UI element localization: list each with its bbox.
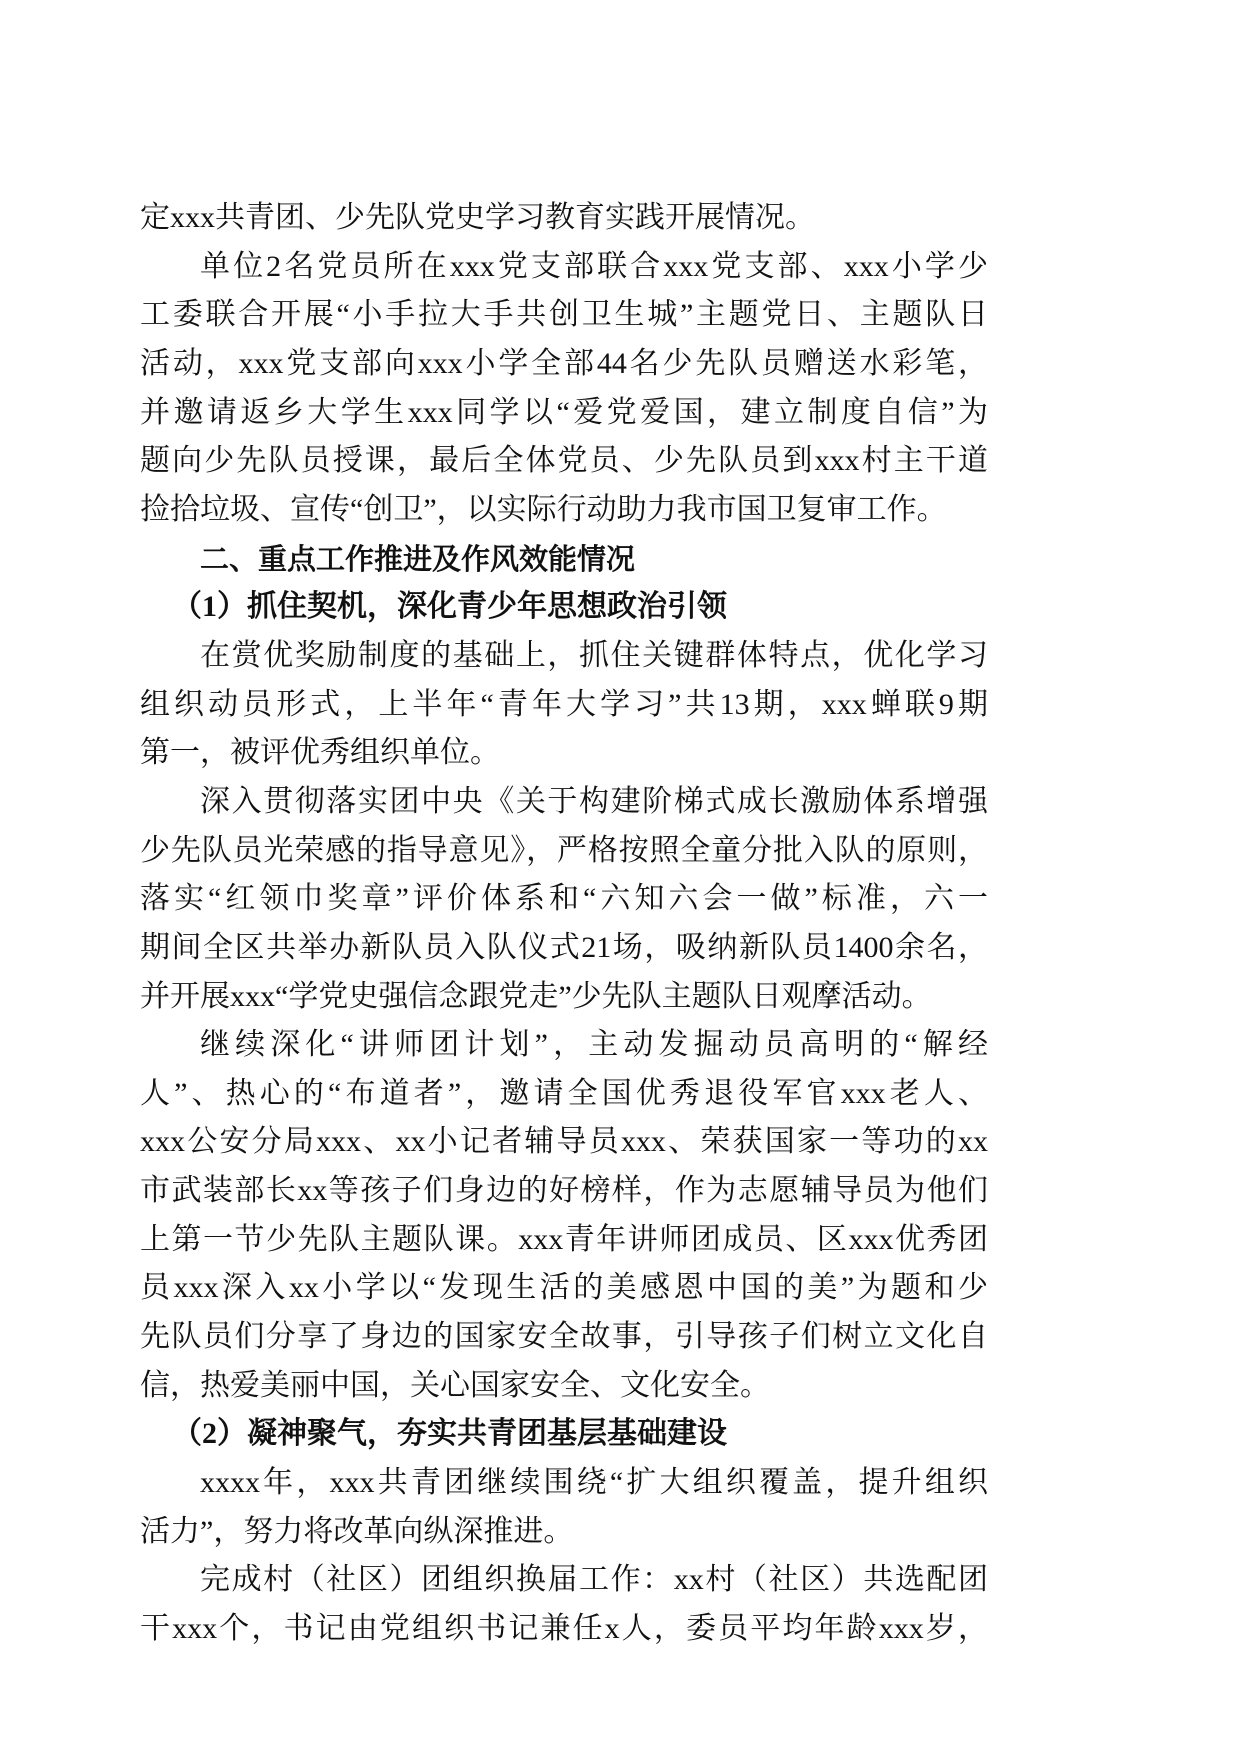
subsection-1 xyxy=(140,583,988,1410)
text-line: 上第一节少先队主题队课。xxx青年讲师团成员、区xxx优秀团 xyxy=(140,1222,988,1256)
subsection-2 xyxy=(140,1410,988,1653)
text-line: 信，热爱美丽中国，关心国家安全、文化安全。 xyxy=(140,1368,770,1402)
text-line: 单位2名党员所在xxx党支部联合xxx党支部、xxx小学少 xyxy=(200,249,988,283)
text-line: 活动，xxx党支部向xxx小学全部44名少先队员赠送水彩笔， xyxy=(140,346,988,380)
text-line: xxxx年，xxx共青团继续围绕“扩大组织覆盖，提升组织 xyxy=(200,1466,988,1500)
text-line: 第一，被评优秀组织单位。 xyxy=(140,736,500,770)
subsection-heading: （1）抓住契机，深化青少年思想政治引领 xyxy=(172,590,727,624)
text-line: 并邀请返乡大学生xxx同学以“爱党爱国，建立制度自信”为 xyxy=(140,395,988,429)
text-line: 期间全区共举办新队员入队仪式21场，吸纳新队员1400余名， xyxy=(140,930,988,964)
paragraph xyxy=(140,778,988,1021)
paragraph xyxy=(140,1021,988,1410)
paragraph xyxy=(140,1459,988,1556)
text-line: 市武装部长xx等孩子们身边的好榜样，作为志愿辅导员为他们 xyxy=(140,1174,988,1208)
document-body xyxy=(140,194,988,1654)
text-line: 深入贯彻落实团中央《关于构建阶梯式成长激励体系增强 xyxy=(200,784,988,818)
section-heading: 二、重点工作推进及作风效能情况 xyxy=(200,541,636,576)
text-line: 组织动员形式，上半年“青年大学习”共13期，xxx蝉联9期 xyxy=(140,687,988,721)
text-line: 完成村（社区）团组织换届工作：xx村（社区）共选配团 xyxy=(200,1563,988,1597)
text-line: 员xxx深入xx小学以“发现生活的美感恩中国的美”为题和少 xyxy=(140,1271,988,1305)
text-line: 少先队员光荣感的指导意见》，严格按照全童分批入队的原则， xyxy=(140,833,988,867)
text-line: 活力”，努力将改革向纵深推进。 xyxy=(140,1514,574,1548)
text-line: 干xxx个，书记由党组织书记兼任x人，委员平均年龄xxx岁， xyxy=(140,1612,988,1646)
text-line: 题向少先队员授课，最后全体党员、少先队员到xxx村主干道 xyxy=(140,444,988,478)
text-line: 落实“红领巾奖章”评价体系和“六知六会一做”标准，六一 xyxy=(140,882,988,916)
text-line: 在赏优奖励制度的基础上，抓住关键群体特点，优化学习 xyxy=(200,638,988,672)
paragraph xyxy=(140,632,988,778)
text-line: 人”、热心的“布道者”，邀请全国优秀退役军官xxx老人、 xyxy=(140,1076,988,1110)
text-line: 并开展xxx“学党史强信念跟党走”少先队主题队日观摩活动。 xyxy=(140,979,932,1013)
subsection-heading: （2）凝神聚气，夯实共青团基层基础建设 xyxy=(172,1417,727,1451)
text-line: xxx公安分局xxx、xx小记者辅导员xxx、荣获国家一等功的xx xyxy=(140,1125,988,1159)
text-line: 继续深化“讲师团计划”，主动发掘动员高明的“解经 xyxy=(200,1028,988,1062)
text-line: 捡拾垃圾、宣传“创卫”，以实际行动助力我市国卫复审工作。 xyxy=(140,492,947,526)
text-line: 先队员们分享了身边的国家安全故事，引导孩子们树立文化自 xyxy=(140,1320,988,1354)
paragraph-carryover xyxy=(140,194,988,243)
text-line: 工委联合开展“小手拉大手共创卫生城”主题党日、主题队日 xyxy=(140,298,988,332)
text-line: 定xxx共青团、少先队党史学习教育实践开展情况。 xyxy=(140,201,815,234)
paragraph xyxy=(140,1556,988,1653)
paragraph-joint-activity xyxy=(140,243,988,535)
